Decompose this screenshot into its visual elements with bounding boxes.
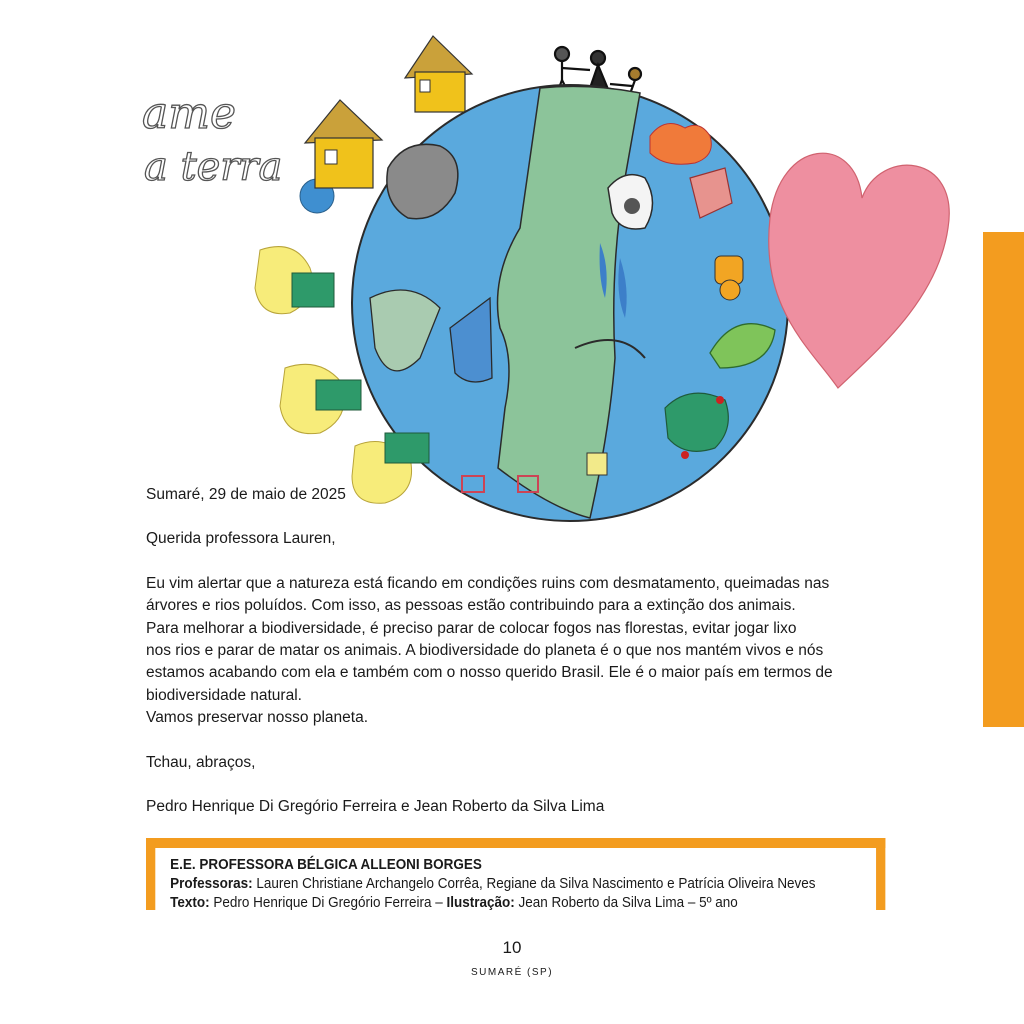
- box-icon: [587, 453, 607, 475]
- letter-line: árvores e rios poluídos. Com isso, as pessoas estão contribuindo para a extinção dos animais.: [146, 597, 796, 615]
- house-icon: [305, 100, 382, 188]
- fire-icon: [650, 124, 711, 165]
- text-author: Pedro Henrique Di Gregório Ferreira –: [213, 895, 443, 911]
- side-tab-decoration: [983, 232, 1024, 727]
- letter-line: Para melhorar a biodiversidade, é preciso parar de colocar fogos nas florestas, evitar jogar lixo: [146, 619, 797, 637]
- illustration-label: Ilustração:: [446, 895, 515, 911]
- illustration-author: Jean Roberto da Silva Lima –: [518, 895, 696, 911]
- footer-place: SUMARÉ (SP): [470, 967, 554, 978]
- text-label: Texto:: [170, 895, 210, 911]
- letter-place-date: Sumaré, 29 de maio de 2025: [146, 486, 346, 503]
- heart-icon: [769, 153, 950, 388]
- teachers-label: Professoras:: [170, 876, 253, 892]
- house-icon: [405, 36, 472, 112]
- teachers-names: Lauren Christiane Archangelo Corrêa, Regiane da Silva Nascimento e Patrícia Oliveira Neves: [256, 876, 816, 892]
- credits-box: [146, 838, 885, 910]
- letter-line: nos rios e parar de matar os animais. A biodiversidade do planeta é o que nos mantém vivos e nós: [146, 642, 824, 660]
- school-name: E.E. PROFESSORA BÉLGICA ALLEONI BORGES: [170, 857, 482, 873]
- tree-icon: [255, 247, 334, 314]
- letter-body: [146, 484, 906, 818]
- letter-signature: Pedro Henrique Di Gregório Ferreira e Jean Roberto da Silva Lima: [146, 798, 605, 816]
- letter-line: estamos acabando com ela e também com o nosso querido Brasil. Ele é o maior país em termos de: [146, 664, 833, 682]
- page-number: 10: [502, 938, 522, 957]
- grade: 5º ano: [699, 895, 738, 911]
- letter-closing: Tchau, abraços,: [146, 753, 256, 771]
- letter-line: biodiversidade natural.: [146, 686, 302, 704]
- handwritten-caption-line1: ame: [142, 88, 236, 139]
- earth-drawing-illustration: [120, 28, 960, 528]
- letter-greeting: Querida professora Lauren,: [146, 530, 336, 548]
- handwritten-caption-line2: a terra: [144, 144, 283, 190]
- tree-icon: [280, 364, 361, 433]
- letter-line: Eu vim alertar que a natureza está ficando em condições ruins com desmatamento, queimadas nas: [146, 574, 830, 592]
- letter-line: Vamos preservar nosso planeta.: [146, 709, 368, 727]
